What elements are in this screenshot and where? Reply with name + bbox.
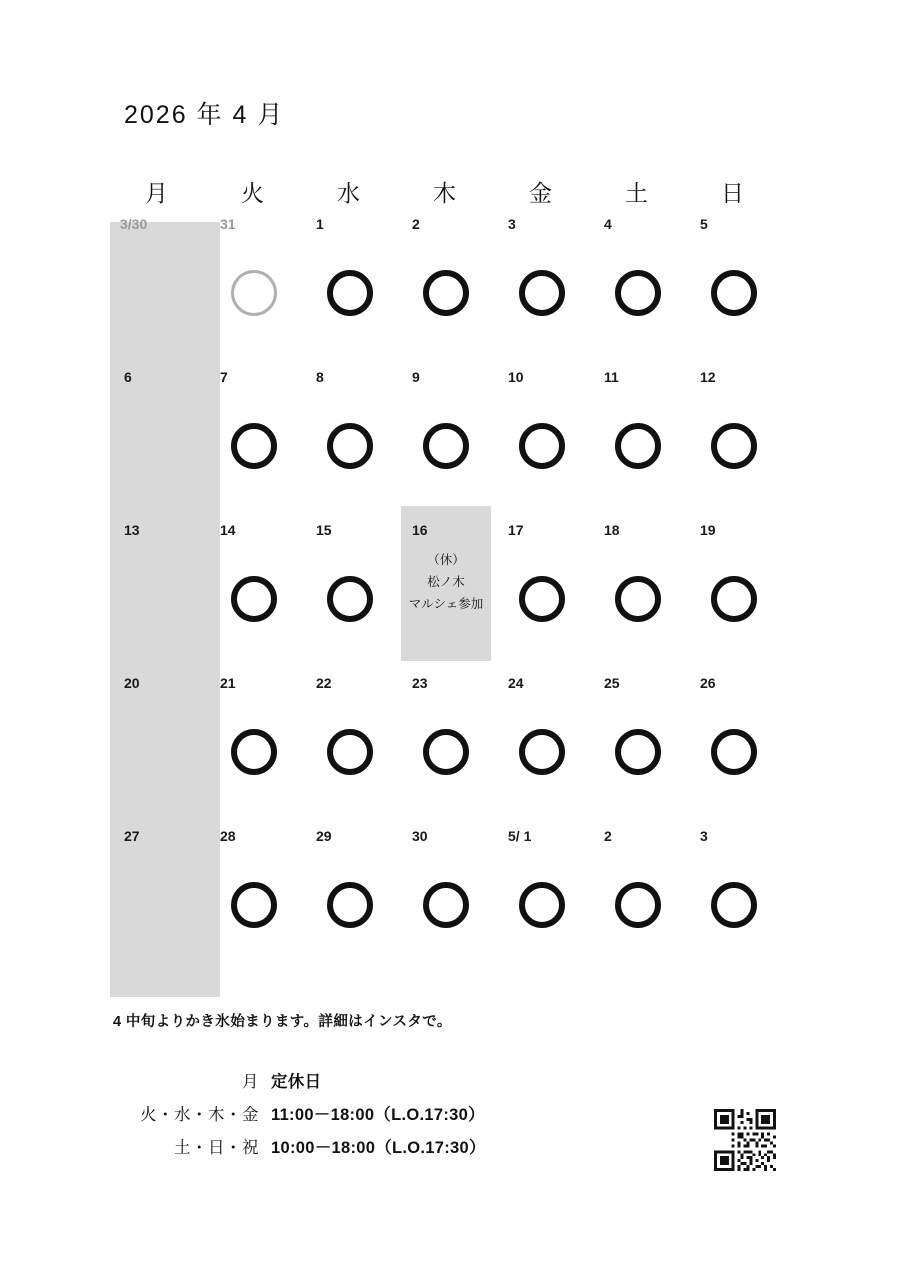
day-number: 23 — [412, 675, 428, 691]
day-number: 24 — [508, 675, 524, 691]
weekday-sat: 土 — [625, 180, 651, 206]
day-number: 18 — [604, 522, 620, 538]
day-cell — [494, 820, 590, 973]
week-row — [110, 667, 810, 820]
open-circle-icon — [423, 729, 469, 775]
weekday-fri: 金 — [529, 180, 555, 206]
footnote-text: 4 中旬よりかき氷始まります。詳細はインスタで。 — [113, 1014, 452, 1030]
open-circle-icon — [519, 729, 565, 775]
day-number: 22 — [316, 675, 332, 691]
hours-label: 土・日・祝 — [174, 1139, 259, 1157]
open-circle-icon — [327, 882, 373, 928]
day-cell — [686, 514, 782, 667]
open-circle-icon — [615, 576, 661, 622]
open-circle-icon — [231, 576, 277, 622]
open-circle-icon — [711, 423, 757, 469]
day-number: 6 — [124, 369, 132, 385]
day-cell — [398, 361, 494, 514]
open-circle-icon — [519, 423, 565, 469]
day-cell — [686, 361, 782, 514]
open-circle-icon — [327, 729, 373, 775]
day-cell — [302, 514, 398, 667]
day-number: 25 — [604, 675, 620, 691]
hours-value: 定休日 — [271, 1073, 322, 1091]
qr-code-icon — [714, 1109, 776, 1171]
day-cell — [302, 208, 398, 361]
day-number: 5 — [700, 216, 708, 232]
day-cell — [590, 820, 686, 973]
day-cell — [302, 667, 398, 820]
day-cell — [494, 514, 590, 667]
day-cell — [302, 361, 398, 514]
open-circle-icon — [711, 576, 757, 622]
hours-label: 火・水・木・金 — [140, 1106, 259, 1124]
hours-value: 11:00－18:00（L.O.17:30） — [271, 1106, 485, 1124]
day-number: 28 — [220, 828, 236, 844]
day-number: 19 — [700, 522, 716, 538]
open-circle-icon — [711, 270, 757, 316]
day-number: 30 — [412, 828, 428, 844]
day-cell — [206, 820, 302, 973]
day-cell — [110, 208, 206, 361]
day-number: 13 — [124, 522, 140, 538]
open-circle-icon — [615, 729, 661, 775]
open-circle-icon — [519, 882, 565, 928]
day-cell — [686, 667, 782, 820]
day-number: 29 — [316, 828, 332, 844]
day-number: 17 — [508, 522, 524, 538]
page-title: 2026 年 4 月 — [124, 101, 285, 129]
day-number: 1 — [316, 216, 324, 232]
day-number: 5/ 1 — [508, 828, 532, 844]
day-cell — [590, 361, 686, 514]
open-circle-icon — [327, 423, 373, 469]
open-circle-icon — [231, 882, 277, 928]
day-cell-special — [398, 514, 494, 667]
open-circle-icon — [519, 270, 565, 316]
open-circle-icon — [711, 729, 757, 775]
hours-row — [113, 1101, 533, 1125]
day-number: 26 — [700, 675, 716, 691]
day-number: 27 — [124, 828, 140, 844]
day-cell — [206, 361, 302, 514]
day-cell — [590, 514, 686, 667]
day-cell — [206, 514, 302, 667]
day-cell — [206, 667, 302, 820]
open-circle-icon — [615, 270, 661, 316]
day-number: 8 — [316, 369, 324, 385]
special-day-note-line: （休） — [427, 553, 465, 567]
day-number: 7 — [220, 369, 228, 385]
day-number: 21 — [220, 675, 236, 691]
day-cell — [206, 208, 302, 361]
day-cell — [110, 514, 206, 667]
hours-label: 月 — [242, 1073, 259, 1091]
open-circle-icon — [615, 882, 661, 928]
day-cell — [302, 820, 398, 973]
day-number: 9 — [412, 369, 420, 385]
week-row — [110, 208, 810, 361]
day-number: 16 — [412, 522, 428, 538]
open-circle-icon — [231, 270, 277, 316]
open-circle-icon — [711, 882, 757, 928]
week-row — [110, 820, 810, 973]
open-circle-icon — [231, 729, 277, 775]
open-circle-icon — [423, 270, 469, 316]
day-number: 4 — [604, 216, 612, 232]
day-cell — [686, 820, 782, 973]
day-number: 2 — [412, 216, 420, 232]
day-cell — [110, 820, 206, 973]
weekday-header-row — [110, 175, 810, 208]
day-number: 20 — [124, 675, 140, 691]
day-number: 12 — [700, 369, 716, 385]
day-number: 3 — [700, 828, 708, 844]
day-cell — [110, 667, 206, 820]
day-number: 2 — [604, 828, 612, 844]
weekday-sun: 日 — [721, 180, 747, 206]
hours-value: 10:00－18:00（L.O.17:30） — [271, 1139, 486, 1157]
day-number: 11 — [604, 369, 619, 385]
day-cell — [398, 667, 494, 820]
day-cell — [590, 208, 686, 361]
hours-row — [113, 1068, 533, 1092]
day-number: 10 — [508, 369, 524, 385]
day-cell — [110, 361, 206, 514]
open-circle-icon — [327, 270, 373, 316]
day-cell — [494, 361, 590, 514]
special-day-note-line: マルシェ参加 — [408, 596, 484, 611]
special-day-note — [398, 550, 494, 616]
day-number: 15 — [316, 522, 332, 538]
calendar-grid — [110, 175, 810, 973]
day-cell — [398, 820, 494, 973]
day-number: 14 — [220, 522, 236, 538]
weekday-thu: 木 — [433, 180, 459, 206]
day-cell — [494, 667, 590, 820]
week-row — [110, 361, 810, 514]
weekday-mon: 月 — [145, 180, 171, 206]
day-cell — [590, 667, 686, 820]
open-circle-icon — [519, 576, 565, 622]
day-number: 3/30 — [120, 216, 148, 232]
day-number: 31 — [220, 216, 236, 232]
open-circle-icon — [231, 423, 277, 469]
day-cell — [686, 208, 782, 361]
open-circle-icon — [327, 576, 373, 622]
week-row — [110, 514, 810, 667]
day-cell — [398, 208, 494, 361]
business-hours-table — [113, 1068, 533, 1167]
open-circle-icon — [423, 423, 469, 469]
special-day-note-line: 松ノ木 — [427, 574, 465, 589]
open-circle-icon — [423, 882, 469, 928]
day-cell — [494, 208, 590, 361]
weekday-wed: 水 — [337, 180, 363, 206]
day-number: 3 — [508, 216, 516, 232]
open-circle-icon — [615, 423, 661, 469]
hours-row — [113, 1134, 533, 1158]
weekday-tue: 火 — [241, 180, 267, 206]
